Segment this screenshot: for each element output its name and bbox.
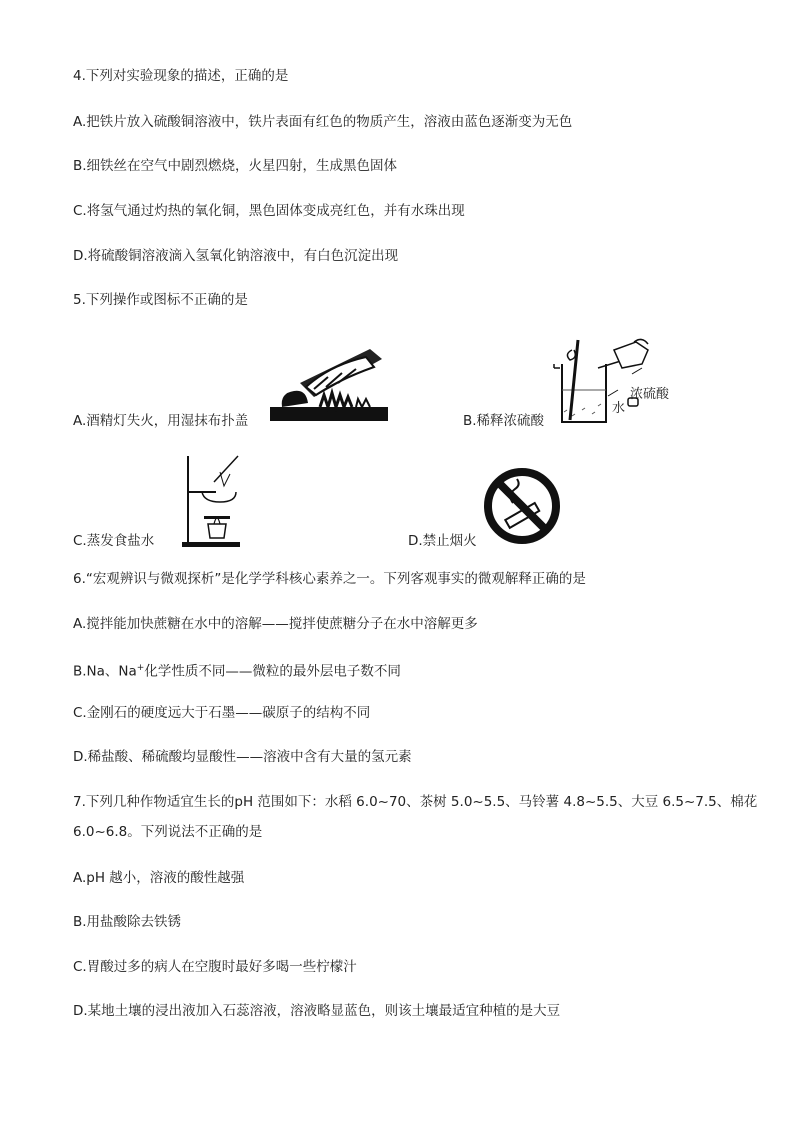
q5-stem: 5.下列操作或图标不正确的是 [73,292,248,308]
q6-option-b-post: 化学性质不同——微粒的最外层电子数不同 [144,663,401,680]
q4-stem: 4.下列对实验现象的描述，正确的是 [73,68,289,84]
q4-option-b: B.细铁丝在空气中剧烈燃烧，火星四射，生成黑色固体 [73,158,398,174]
q5-option-b: B.稀释浓硫酸 [463,413,545,429]
q6-option-b-sup: + [136,663,145,673]
q5-option-a: A.酒精灯失火，用湿抹布扑盖 [73,413,249,429]
q7-option-d: D.某地土壤的浸出液加入石蕊溶液，溶液略显蓝色，则该土壤最适宜种植的是大豆 [73,1003,561,1019]
q4-option-a: A.把铁片放入硫酸铜溶液中，铁片表面有红色的物质产生，溶液由蓝色逐渐变为无色 [73,114,573,130]
q4-option-c: C.将氢气通过灼热的氧化铜，黑色固体变成亮红色，并有水珠出现 [73,203,465,219]
q5-b-water-label: 水 [612,401,626,416]
q6-option-d: D.稀盐酸、稀硫酸均显酸性——溶液中含有大量的氢元素 [73,749,412,765]
q6-option-c: C.金刚石的硬度远大于石墨——碳原子的结构不同 [73,705,371,721]
q7-stem-line2: 6.0~6.8。下列说法不正确的是 [73,824,263,840]
q5-option-d: D.禁止烟火 [408,533,477,549]
q5-option-c: C.蒸发食盐水 [73,533,155,549]
q7-option-b: B.用盐酸除去铁锈 [73,914,182,930]
q5-b-acid-label: 浓硫酸 [630,387,670,402]
q4-option-d: D.将硫酸铜溶液滴入氢氧化钠溶液中，有白色沉淀出现 [73,248,399,264]
q6-stem: 6.“宏观辨识与微观探析”是化学学科核心素养之一。下列客观事实的微观解释正确的是 [73,571,586,587]
q6-option-b-pre: B.Na、Na [73,663,137,680]
q6-option-a: A.搅拌能加快蔗糖在水中的溶解——搅拌使蔗糖分子在水中溶解更多 [73,616,478,632]
evaporation-illustration [180,452,242,548]
q7-option-c: C.胃酸过多的病人在空腹时最好多喝一些柠檬汁 [73,959,357,975]
q7-option-a: A.pH 越小，溶液的酸性越强 [73,870,245,886]
q6-option-b [73,658,401,682]
alcohol-lamp-fire-illustration [270,343,390,425]
q7-stem-line1: 7.下列几种作物适宜生长的pH 范围如下：水稻 6.0~70、茶树 5.0~5.5、马铃薯 4.8~5.5、大豆 6.5~7.5、棉花 [73,794,758,810]
no-smoking-icon [483,467,561,545]
